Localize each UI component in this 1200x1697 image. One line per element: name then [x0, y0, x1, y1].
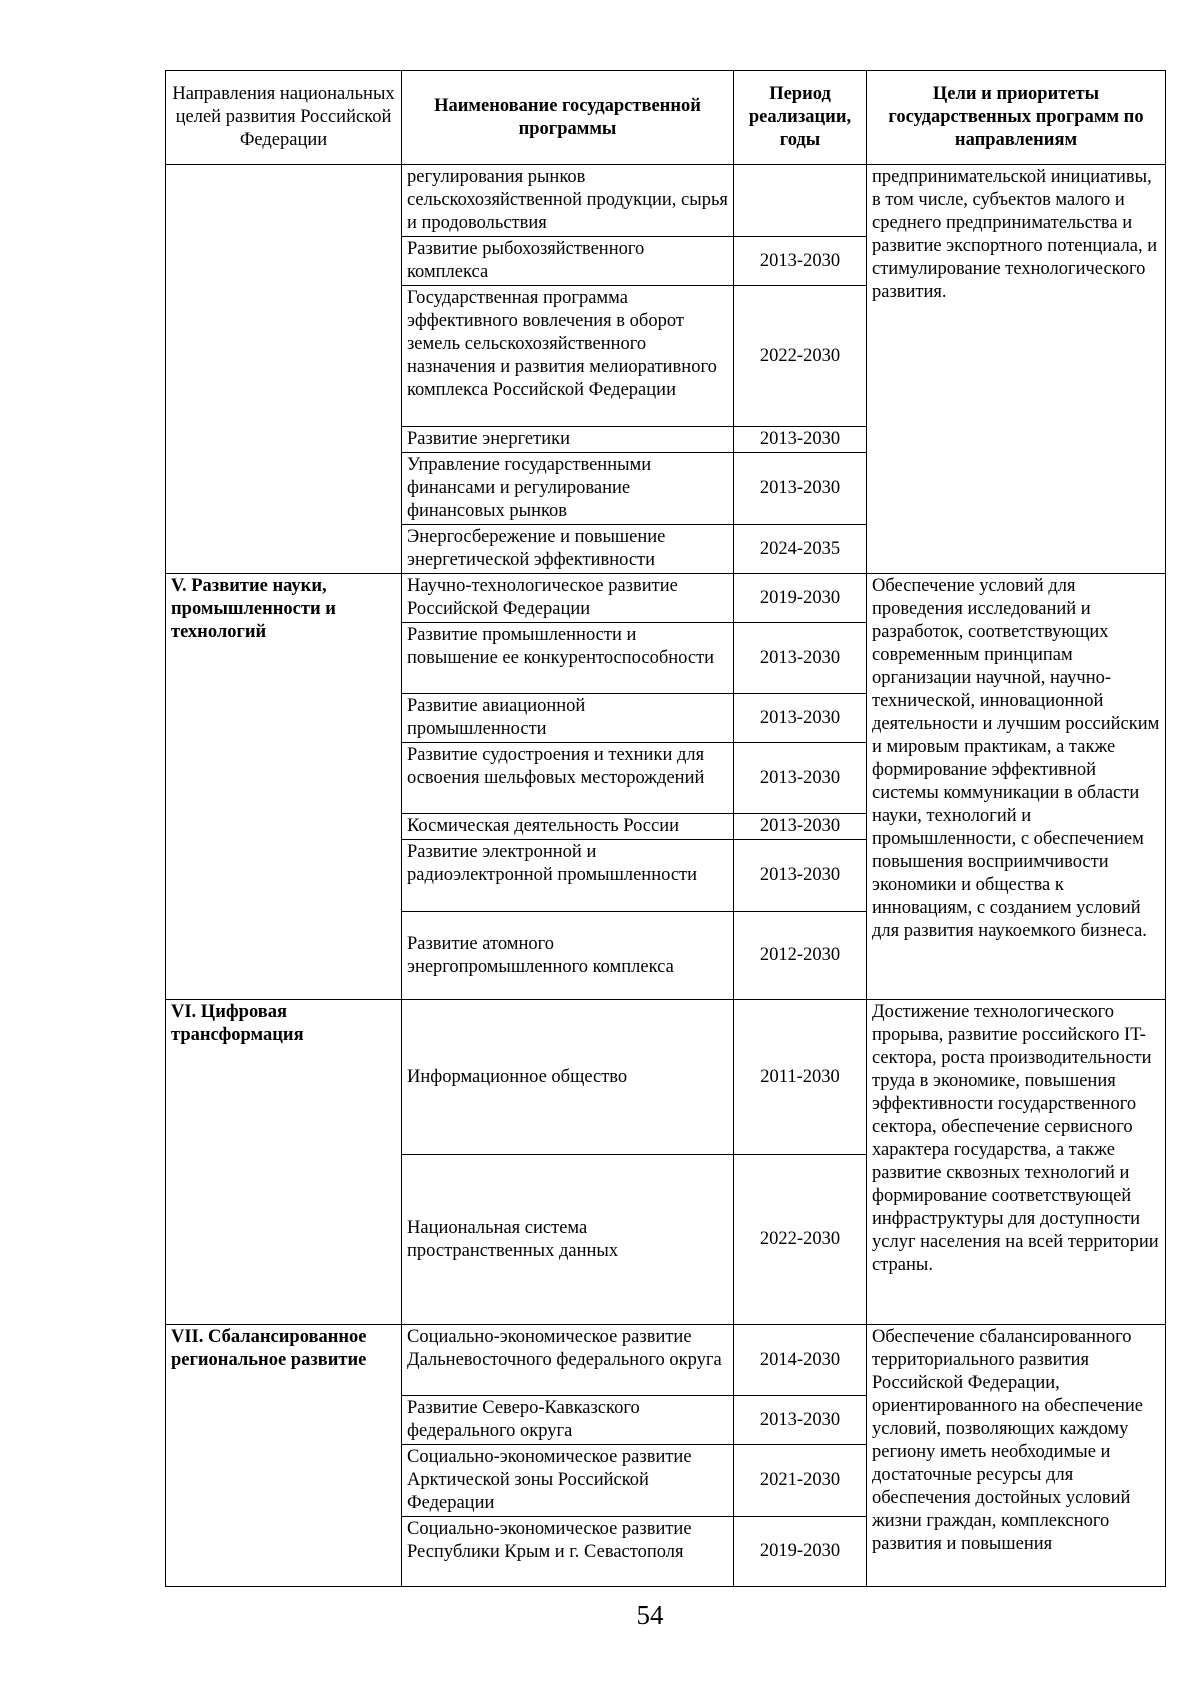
program-cell: Информационное общество: [402, 1000, 734, 1155]
header-goals: Цели и приоритеты государственных программ по направлениям: [867, 71, 1166, 165]
period-cell: 2013-2030: [734, 814, 867, 840]
program-cell: Управление государственными финансами и регулирование финансовых рынков: [402, 453, 734, 525]
program-cell: Развитие судостроения и техники для освоения шельфовых месторождений: [402, 743, 734, 814]
goal-cell: Обеспечение сбалансированного территориального развития Российской Федерации, ориентированного на обеспечение условий, позволяющих каждому региону иметь необходимые и достаточные ресурсы для обеспечения достойных условий жизни граждан, комплексного развития и повышения: [867, 1325, 1166, 1587]
header-period: Период реализации, годы: [734, 71, 867, 165]
header-direction: Направления национальных целей развития Российской Федерации: [166, 71, 402, 165]
program-cell: Социально-экономическое развитие Дальневосточного федерального округа: [402, 1325, 734, 1396]
program-cell: Космическая деятельность России: [402, 814, 734, 840]
period-cell: 2022-2030: [734, 286, 867, 427]
program-cell: Энергосбережение и повышение энергетической эффективности: [402, 525, 734, 574]
period-cell: 2024-2035: [734, 525, 867, 574]
program-cell: Государственная программа эффективного вовлечения в оборот земель сельскохозяйственного назначения и развития мелиоративного комплекса Российской Федерации: [402, 286, 734, 427]
period-cell: 2013-2030: [734, 427, 867, 453]
program-cell: Развитие атомного энергопромышленного комплекса: [402, 912, 734, 1000]
direction-cell: V. Развитие науки, промышленности и технологий: [166, 574, 402, 1000]
period-cell: 2013-2030: [734, 453, 867, 525]
page-number: 54: [636, 1600, 664, 1630]
program-cell: Развитие авиационной промышленности: [402, 694, 734, 743]
period-cell: 2011-2030: [734, 1000, 867, 1155]
program-cell: регулирования рынков сельскохозяйственной продукции, сырья и продовольствия: [402, 165, 734, 237]
period-cell: [734, 165, 867, 237]
program-cell: Развитие рыбохозяйственного комплекса: [402, 237, 734, 286]
goal-cell: Обеспечение условий для проведения исследований и разработок, соответствующих современным принципам организации научной, научно-технической, инновационной деятельности и лучшим российским и мировым практикам, а также формирование эффективной системы коммуникации в области науки, технологий и промышленности, с обеспечением повышения восприимчивости экономики и общества к инновациям, с созданием условий для развития наукоемкого бизнеса.: [867, 574, 1166, 1000]
table-row: [166, 1000, 1166, 1155]
table-row: [166, 574, 1166, 623]
period-cell: 2021-2030: [734, 1445, 867, 1517]
program-cell: Развитие энергетики: [402, 427, 734, 453]
period-cell: 2012-2030: [734, 912, 867, 1000]
period-cell: 2013-2030: [734, 743, 867, 814]
period-cell: 2019-2030: [734, 574, 867, 623]
period-cell: 2019-2030: [734, 1517, 867, 1587]
goal-cell: Достижение технологического прорыва, развитие российского IT-сектора, роста производительности труда в экономике, повышения эффективности государственного сектора, обеспечение сервисного характера государства, а также развитие сквозных технологий и формирование соответствующей инфраструктуры для доступности услуг населения на всей территории страны.: [867, 1000, 1166, 1325]
direction-cell: VI. Цифровая трансформация: [166, 1000, 402, 1325]
program-cell: Национальная система пространственных данных: [402, 1155, 734, 1325]
direction-cell-empty: [166, 165, 402, 574]
goal-cell: предпринимательской инициативы, в том числе, субъектов малого и среднего предпринимательства и развитие экспортного потенциала, и стимулирование технологического развития.: [867, 165, 1166, 574]
header-program: Наименование государственной программы: [402, 71, 734, 165]
program-cell: Научно-технологическое развитие Российской Федерации: [402, 574, 734, 623]
period-cell: 2013-2030: [734, 1396, 867, 1445]
table-row: [166, 165, 1166, 237]
table-header-row: [166, 71, 1166, 165]
period-cell: 2014-2030: [734, 1325, 867, 1396]
program-cell: Развитие электронной и радиоэлектронной промышленности: [402, 840, 734, 912]
period-cell: 2013-2030: [734, 840, 867, 912]
program-cell: Социально-экономическое развитие Арктической зоны Российской Федерации: [402, 1445, 734, 1517]
program-cell: Социально-экономическое развитие Республики Крым и г. Севастополя: [402, 1517, 734, 1587]
period-cell: 2013-2030: [734, 623, 867, 694]
program-cell: Развитие Северо-Кавказского федерального округа: [402, 1396, 734, 1445]
period-cell: 2013-2030: [734, 237, 867, 286]
programs-table: [165, 70, 1166, 1587]
direction-cell: VII. Сбалансированное региональное развитие: [166, 1325, 402, 1587]
table-row: [166, 1325, 1166, 1396]
program-cell: Развитие промышленности и повышение ее конкурентоспособности: [402, 623, 734, 694]
period-cell: 2013-2030: [734, 694, 867, 743]
period-cell: 2022-2030: [734, 1155, 867, 1325]
